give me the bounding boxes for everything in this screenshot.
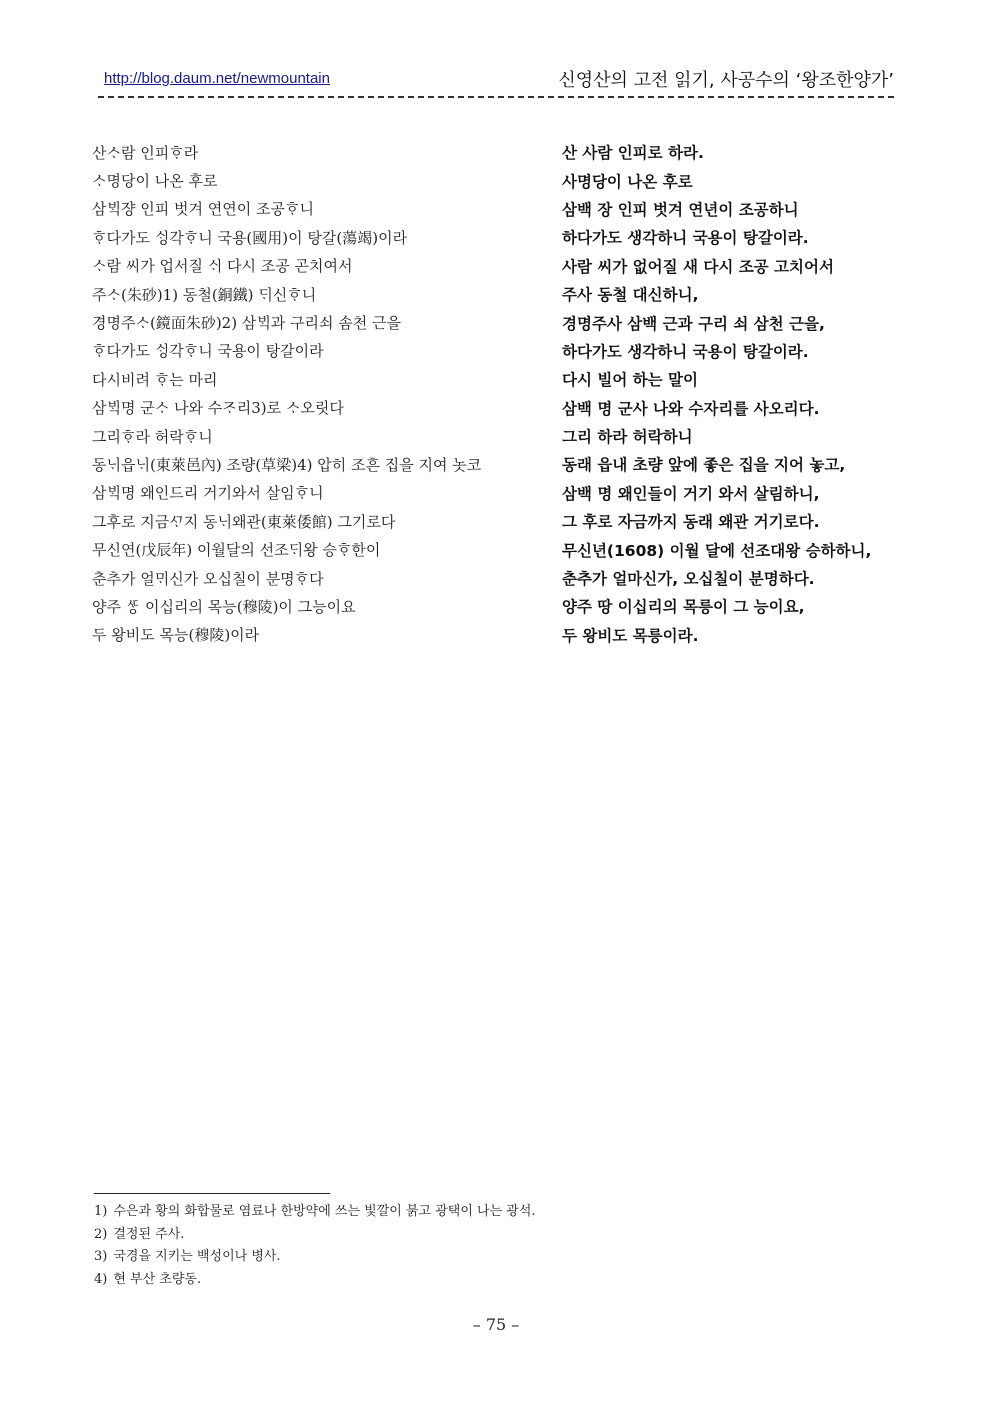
footnote xyxy=(94,1269,894,1292)
verse-modern: 그 후로 자금까지 동래 왜관 거기로다. xyxy=(562,513,820,532)
footnote xyxy=(94,1246,894,1269)
verse-row xyxy=(92,252,902,280)
verse-row xyxy=(92,621,902,649)
verse-original: 주ᄉᆞ(朱砂)1) 동철(銅鐵) ᄃᆡ신ᄒᆞ니 xyxy=(92,285,317,304)
verse-original: 그후로 지금ᄭᆞ지 동ᄂᆡ왜관(東萊倭館) 그기로다 xyxy=(92,512,396,531)
verse-original: 삼ᄇᆡᆨ쟝 인피 벗겨 연연이 조공ᄒᆞ니 xyxy=(92,200,314,219)
verse-original: 춘추가 얼ᄆᆡ신가 오십칠이 분명ᄒᆞ다 xyxy=(92,569,324,588)
verse-modern: 두 왕비도 목릉이라. xyxy=(562,626,699,645)
header-divider xyxy=(98,96,894,98)
verse-modern: 주사 동철 대신하니, xyxy=(562,286,699,305)
page-header xyxy=(98,66,894,102)
verse-row xyxy=(92,308,902,336)
verse-original: 양주 ᄯᆞᆼ 이십리의 목능(穆陵)이 그능이요 xyxy=(92,597,356,616)
verse-row xyxy=(92,223,902,251)
verse-original: ᄉᆞ명당이 나온 후로 xyxy=(92,172,218,191)
verse-row xyxy=(92,592,902,620)
verse-original: ᄉᆞ람 씨가 업서질 ᄉᆡ 다시 조공 곤치여서 xyxy=(92,257,353,276)
footnote-text: 수은과 황의 화합물로 염료나 한방약에 쓰는 빛깔이 붉고 광택이 나는 광석. xyxy=(113,1204,536,1219)
verse-modern: 사람 씨가 없어질 새 다시 조공 고치어서 xyxy=(562,257,834,276)
verse-modern: 경명주사 삼백 근과 구리 쇠 삼천 근을, xyxy=(562,314,825,333)
verse-modern: 삼백 명 왜인들이 거기 와서 살림하니, xyxy=(562,484,820,503)
document-title: 신영산의 고전 읽기, 사공수의 ‘왕조한양가’ xyxy=(558,70,894,91)
verse-original: ᄒᆞ다가도 ᄉᆡᆼ각ᄒᆞ니 국용이 탕갈이라 xyxy=(92,342,324,361)
verse-original: 두 왕비도 목능(穆陵)이라 xyxy=(92,626,260,645)
verse-modern: 동래 읍내 초량 앞에 좋은 집을 지어 놓고, xyxy=(562,456,846,475)
footnote-text: 현 부산 초량동. xyxy=(113,1271,202,1287)
verse-original: 다시비려 ᄒᆞ는 마리 xyxy=(92,370,218,389)
blog-link[interactable]: http://blog.daum.net/newmountain xyxy=(104,70,330,87)
verse-original: 삼ᄇᆡᆨ명 군ᄉᆞ 나와 수ᄌᆞ리3)로 ᄉᆞ오릿다 xyxy=(92,399,344,418)
verse-row xyxy=(92,195,902,223)
footnotes xyxy=(94,1201,894,1291)
verse-original: 삼ᄇᆡᆨ명 왜인드리 거기와서 살임ᄒᆞ니 xyxy=(92,484,324,503)
verse-modern: 하다가도 생각하니 국용이 탕갈이라. xyxy=(562,342,809,361)
footnote-number: 1) xyxy=(94,1204,108,1219)
verse-original: ᄒᆞ다가도 ᄉᆡᆼ각ᄒᆞ니 국용(國用)이 탕갈(蕩竭)이라 xyxy=(92,228,408,247)
footnote-text: 국경을 지키는 백성이나 병사. xyxy=(113,1249,281,1264)
verse-original: 무신연(戊辰年) 이월달의 선조ᄃᆡ왕 승ᄒᆞ한이 xyxy=(92,541,381,560)
verse-modern: 무신년(1608) 이월 달에 선조대왕 승하하니, xyxy=(562,541,872,560)
verse-row xyxy=(92,450,902,478)
verse-row xyxy=(92,280,902,308)
verse-modern: 사명당이 나온 후로 xyxy=(562,172,693,191)
verse-modern: 그리 하라 허락하니 xyxy=(562,428,693,447)
verse-modern: 춘추가 얼마신가, 오십칠이 분명하다. xyxy=(562,570,815,589)
footnote xyxy=(94,1224,894,1247)
footnote-number: 3) xyxy=(94,1249,108,1264)
verse-original: 동ᄂᆡ읍ᄂᆡ(東萊邑內) 조량(草梁)4) 압히 조흔 집을 지여 놋코 xyxy=(92,455,482,474)
verse-modern: 삼백 장 인피 벗겨 연년이 조공하니 xyxy=(562,200,799,219)
verse-row xyxy=(92,138,902,166)
verse-original: 그리ᄒᆞ라 허락ᄒᆞ니 xyxy=(92,427,213,446)
verse-row xyxy=(92,507,902,535)
verse-modern: 산 사람 인피로 하라. xyxy=(562,144,704,163)
footnote-number: 4) xyxy=(94,1271,108,1287)
verse-row xyxy=(92,564,902,592)
footnote-text: 결정된 주사. xyxy=(113,1226,185,1242)
verse-row xyxy=(92,337,902,365)
verse-row xyxy=(92,535,902,563)
verse-row xyxy=(92,479,902,507)
verse-table xyxy=(92,138,902,649)
verse-original: 경명주ᄉᆞ(鏡面朱砂)2) 삼ᄇᆡᆨ과 구리쇠 솜천 근을 xyxy=(92,314,402,333)
verse-modern: 삼백 명 군사 나와 수자리를 사오리다. xyxy=(562,399,820,418)
verse-row xyxy=(92,166,902,194)
verse-row xyxy=(92,422,902,450)
footnote-number: 2) xyxy=(94,1226,108,1242)
verse-modern: 양주 땅 이십리의 목릉이 그 능이요, xyxy=(562,598,805,617)
footnote-divider xyxy=(94,1193,330,1194)
verse-row xyxy=(92,365,902,393)
page-number: – 75 – xyxy=(472,1315,520,1334)
verse-modern: 다시 빌어 하는 말이 xyxy=(562,371,698,390)
verse-original: 산ᄉᆞ람 인피ᄒᆞ라 xyxy=(92,143,199,162)
verse-row xyxy=(92,394,902,422)
footnote xyxy=(94,1201,894,1224)
verse-modern: 하다가도 생각하니 국용이 탕갈이라. xyxy=(562,229,809,248)
